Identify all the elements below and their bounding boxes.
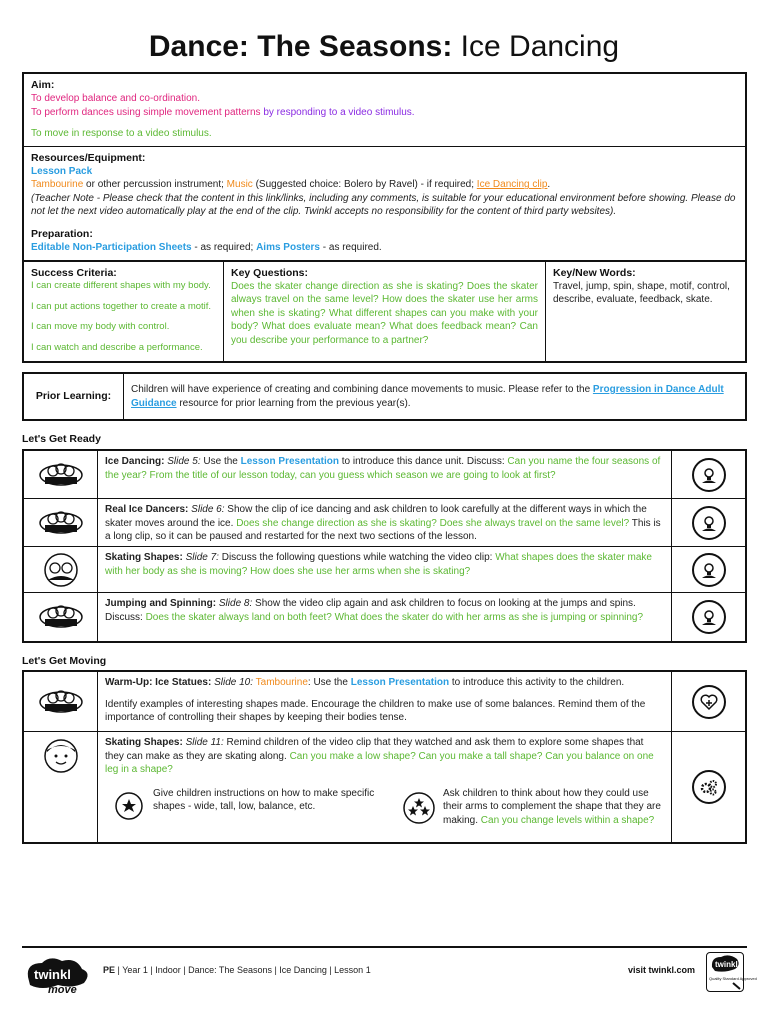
activity-text-2: This is a long clip, so it can be paused and restarted for the next two sections of the lesson.: [105, 517, 661, 542]
skating-text: [98, 732, 671, 842]
aim-line-1: To develop balance and co-ordination.: [31, 93, 201, 105]
prior-learning-box: [22, 372, 747, 421]
aim-label: Aim:: [31, 79, 55, 91]
logo-twinkl-text: twinkl: [34, 967, 71, 982]
one-star-text: Give children instructions on how to make specific shapes - wide, tall, low, balance, etc.: [153, 787, 375, 812]
three-star-block: [395, 787, 664, 828]
activity-text-1: Discuss the following questions while watching the video clip:: [218, 552, 496, 563]
lesson-overview-box: [22, 72, 747, 363]
warmup-title: Warm-Up: Ice Statues:: [105, 677, 212, 688]
visit-twinkl-link[interactable]: visit twinkl.com: [628, 965, 696, 975]
lets-get-ready-heading: Let's Get Ready: [22, 433, 101, 445]
success-label: Success Criteria:: [31, 266, 117, 279]
activity-text: [98, 547, 671, 592]
three-star-question: Can you change levels within a shape?: [480, 814, 655, 826]
get-ready-table: [22, 449, 747, 643]
key-questions: [224, 262, 546, 361]
activity-text-1: Use the: [200, 456, 241, 467]
non-participation-sheets-link[interactable]: Editable Non-Participation Sheets: [31, 242, 192, 254]
get-moving-table: [22, 670, 747, 844]
tambourine-text: Tambourine: [31, 179, 84, 191]
warmup-text-1: : Use the: [307, 677, 351, 688]
success-item: I can put actions together to create a motif.: [31, 300, 212, 312]
activity-row: [24, 547, 745, 593]
logo-move-text: move: [48, 984, 77, 996]
one-star-icon: [105, 787, 153, 828]
lesson-presentation-link[interactable]: Lesson Presentation: [350, 677, 450, 688]
questions-text: Does the skater change direction as she is skating? Does the skater always travel on the same level? How does the skater use her arms when she is skating? What different shapes can you make with your body? What does evaluate mean? What does feedback mean? Can you describe your performance to a partner?: [231, 280, 538, 346]
aim-line-2b: by responding to a video stimulus.: [263, 106, 415, 118]
skating-slide: Slide 11:: [185, 737, 224, 748]
activity-text: [98, 451, 671, 498]
activity-slide: Slide 7:: [185, 552, 219, 563]
whole-class-icon: [24, 499, 98, 546]
aim-line-2a: To perform dances using simple movement patterns: [31, 106, 261, 118]
individual-icon: [24, 732, 98, 842]
resources-section: [24, 147, 745, 261]
lesson-pack-link[interactable]: Lesson Pack: [31, 165, 93, 177]
activity-question: Does she change direction as she is skating? Does she always travel on the same level?: [236, 517, 630, 529]
warmup-paragraph: Identify examples of interesting shapes made. Encourage the children to make use of some balances. Remind them of the importance of controlling their shapes by keeping their bodies tense.: [105, 698, 646, 723]
three-star-text: Ask children to think about how they could use their arms to complement the shape that they are making.: [443, 787, 661, 826]
warmup-tambourine: Tambourine: [255, 677, 308, 688]
key-words: [546, 262, 745, 361]
progression-guidance-link[interactable]: Progression in Dance Adult Guidance: [131, 384, 724, 409]
footer-info: [103, 964, 371, 976]
activity-slide: Slide 8:: [218, 598, 253, 609]
success-item: I can create different shapes with my body.: [31, 279, 211, 291]
lightbulb-icon: [671, 499, 745, 546]
prior-learning-text-cell: [124, 374, 745, 419]
activity-text-1: Show the video clip again and ask children to focus on looking at the jumps and spins. Discuss:: [105, 598, 636, 623]
ice-dancing-clip-link[interactable]: Ice Dancing clip: [476, 179, 548, 191]
title-normal: Ice Dancing: [460, 30, 620, 63]
prior-learning-label-cell: [24, 374, 124, 419]
skating-title: Skating Shapes:: [105, 737, 183, 748]
title-bold: Dance: The Seasons:: [148, 30, 453, 63]
resources-text-3: .: [547, 179, 551, 191]
activity-row: [24, 451, 745, 499]
resources-label: Resources/Equipment:: [31, 151, 146, 164]
badge-quality-text: Quality Standard Approved: [709, 976, 757, 981]
skating-text-1: Remind children of the video clip that they watched and ask them to explore some shapes that they can make as they are skating along.: [105, 737, 644, 762]
warmup-text: [98, 672, 671, 731]
words-text: Travel, jump, spin, shape, motif, control, describe, evaluate, feedback, skate.: [553, 280, 730, 306]
activity-title: Jumping and Spinning:: [105, 598, 217, 609]
lets-get-moving-heading: Let's Get Moving: [22, 655, 107, 667]
three-stars-icon: [395, 787, 443, 828]
success-item: I can move my body with control.: [31, 321, 170, 333]
quality-badge: [706, 952, 757, 992]
warmup-text-2: to introduce this activity to the children.: [449, 677, 625, 688]
skating-differentiation: [105, 787, 664, 828]
activity-text: [98, 593, 671, 641]
success-item: I can watch and describe a performance.: [31, 342, 203, 354]
pair-icon: [24, 547, 98, 592]
resources-text-2: (Suggested choice: Bolero by Ravel) - if required;: [252, 179, 477, 191]
activity-text-1: Show the clip of ice dancing and ask children to look carefully at the different ways in which the skater moves around the ice.: [105, 504, 647, 529]
prior-learning-label: Prior Learning:: [35, 390, 112, 403]
activity-question: Does the skater always land on both feet? What does the skater do with her arms as she is jumping or spinning?: [145, 611, 644, 623]
preparation-label: Preparation:: [31, 227, 93, 240]
activity-title: Skating Shapes:: [105, 552, 183, 563]
activity-row: [24, 499, 745, 547]
activity-question: Can you name the four seasons of the year? From the title of our lesson today, can you guess which season we are going to look at first?: [105, 456, 661, 481]
page-title: [0, 28, 768, 66]
twinkl-move-logo: [22, 955, 92, 995]
activity-slide: Slide 5:: [167, 456, 201, 467]
gears-icon: [671, 732, 745, 842]
activity-row: [24, 593, 745, 641]
warmup-row: [24, 672, 745, 732]
badge-twinkl-text: twinkl: [715, 960, 738, 969]
activity-text-2: to introduce this dance unit. Discuss:: [339, 456, 508, 467]
one-star-block: [105, 787, 395, 828]
aim-line-3: To move in response to a video stimulus.: [31, 128, 212, 140]
prior-text-1: Children will have experience of creating and combining dance movements to music. Please refer to the: [131, 384, 593, 395]
footer-details: | Year 1 | Indoor | Dance: The Seasons | Ice Dancing | Lesson 1: [115, 965, 371, 975]
criteria-row: [24, 261, 745, 361]
questions-label: Key Questions:: [231, 266, 309, 279]
lightbulb-icon: [671, 451, 745, 498]
footer-divider: [22, 946, 747, 948]
skating-row: [24, 732, 745, 842]
resources-text-1: or other percussion instrument;: [83, 179, 227, 191]
words-label: Key/New Words:: [553, 266, 636, 279]
activity-text: [98, 499, 671, 546]
footer-pe: PE: [103, 965, 116, 975]
music-text: Music: [226, 179, 253, 191]
whole-class-icon: [24, 451, 98, 498]
lightbulb-icon: [671, 547, 745, 592]
skating-question: Can you make a low shape? Can you make a tall shape? Can you balance on one leg in a shape?: [105, 750, 654, 775]
activity-slide: Slide 6:: [191, 504, 225, 515]
success-criteria: [24, 262, 224, 361]
lesson-presentation-link[interactable]: Lesson Presentation: [240, 456, 339, 467]
whole-class-icon: [24, 593, 98, 641]
aims-posters-link[interactable]: Aims Posters: [256, 242, 320, 254]
prior-text-2: resource for prior learning from the previous year(s).: [176, 397, 411, 409]
lightbulb-icon: [671, 593, 745, 641]
aim-section: [24, 74, 745, 147]
preparation-text-2: - as required.: [320, 242, 382, 254]
heart-icon: [671, 672, 745, 731]
teacher-note: (Teacher Note - Please check that the content in this link/links, including any comments, is suitable for your educational environment before showing. Please do not let the next video automatically play at the end of the clip. Twinkl accepts no responsibility for the content of third party websites).: [31, 192, 736, 218]
warmup-slide: Slide 10:: [214, 677, 254, 688]
activity-title: Ice Dancing:: [105, 456, 165, 467]
activity-title: Real Ice Dancers:: [105, 504, 189, 515]
preparation-text-1: - as required;: [191, 242, 257, 254]
activity-question: What shapes does the skater make with her body as she is moving? How does she use her arms when she is skating?: [105, 552, 652, 577]
whole-class-icon: [24, 672, 98, 731]
